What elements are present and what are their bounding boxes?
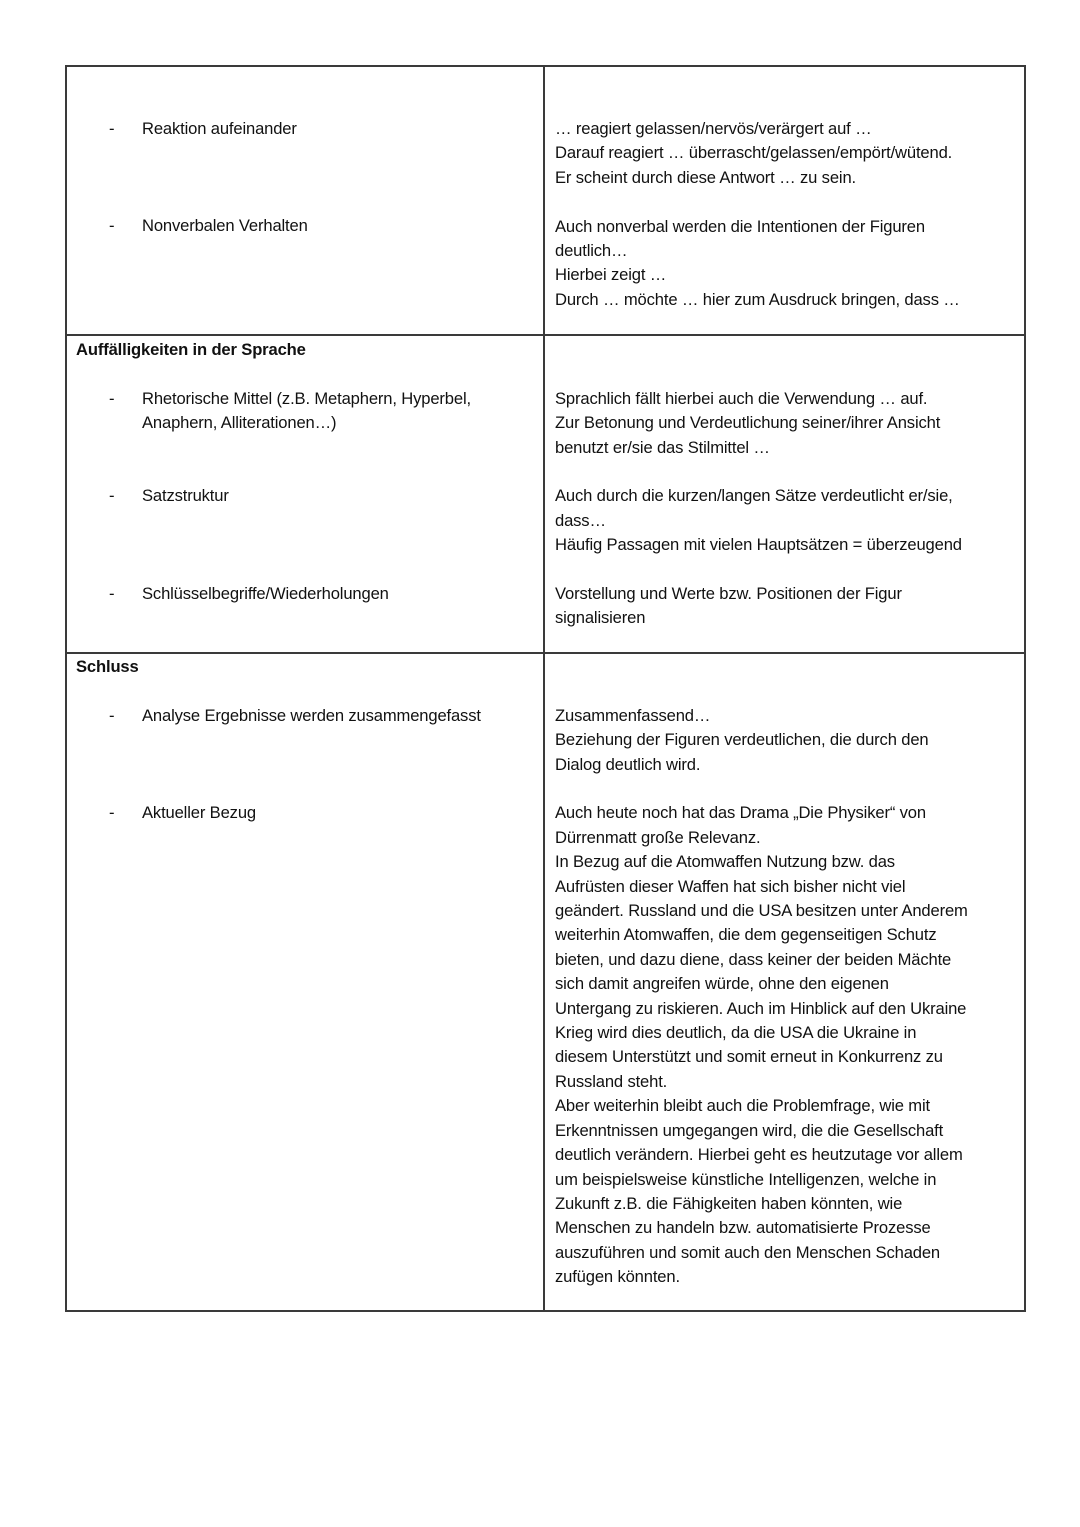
item-label: [142, 387, 535, 436]
analysis-table: [65, 65, 1026, 1312]
spacer: [555, 190, 1016, 214]
bullet-dash: -: [109, 486, 115, 506]
phrase-line: signalisieren: [555, 608, 646, 628]
phrase-line: Darauf reagiert … überrascht/gelassen/empört/wütend.: [555, 143, 953, 163]
section-title: Auffälligkeiten in der Sprache: [76, 340, 306, 359]
left-cell: [66, 335, 544, 653]
bullet-dash: -: [109, 119, 115, 138]
spacer: [555, 460, 1016, 484]
phrase-line: weiterhin Atomwaffen, die dem gegenseitigen Schutz: [555, 925, 937, 945]
phrase-line: Vorstellung und Werte bzw. Positionen der Figur: [555, 584, 902, 604]
phrase-line: Durch … möchte … hier zum Ausdruck bringen, dass …: [555, 289, 960, 309]
item-label: Analyse Ergebnisse werden zusammengefasst: [142, 705, 481, 725]
phrase-line: Menschen zu handeln bzw. automatisierte Prozesse: [555, 1218, 931, 1238]
item-label: Schlüsselbegriffe/Wiederholungen: [142, 583, 389, 603]
section-title: Schluss: [76, 657, 139, 676]
spacer: [555, 777, 1016, 801]
list-item-reaktion: [76, 117, 535, 141]
right-cell: [544, 653, 1025, 1311]
spacer: [555, 558, 1016, 582]
phrase-line: um beispielsweise künstliche Intelligenzen, welche in: [555, 1169, 937, 1189]
table-row-sprache: [66, 335, 1025, 653]
list-item-schluesselbegriffe: [76, 582, 535, 606]
left-cell: [66, 66, 544, 335]
phrase-line: Erkenntnissen umgegangen wird, die die Gesellschaft: [555, 1120, 944, 1140]
phrase-line: Zukunft z.B. die Fähigkeiten haben könnten, wie: [555, 1193, 903, 1213]
phrase-line: Sprachlich fällt hierbei auch die Verwendung … auf.: [555, 388, 928, 408]
phrase-line: dass…: [555, 510, 606, 530]
phrase-line: Aufrüsten dieser Waffen hat sich bisher nicht viel: [555, 876, 906, 896]
item-label: Aktueller Bezug: [142, 803, 256, 823]
phrase-line: Auch nonverbal werden die Intentionen der Figuren: [555, 216, 925, 236]
item-label: Nonverbalen Verhalten: [142, 216, 308, 236]
phrase-line: deutlich…: [555, 241, 628, 261]
phrase-line: Aber weiterhin bleibt auch die Problemfrage, wie mit: [555, 1096, 930, 1116]
bullet-dash: -: [109, 803, 115, 823]
table-row-schluss: [66, 653, 1025, 1311]
list-item-aktueller-bezug: [76, 801, 535, 825]
phrase-line: auszuführen und somit auch den Menschen Schaden: [555, 1242, 941, 1262]
left-cell: [66, 653, 544, 1311]
phrase-line: Russland steht.: [555, 1071, 668, 1091]
phrase-line: Zusammenfassend…: [555, 705, 711, 725]
phrase-line: Häufig Passagen mit vielen Hauptsätzen = überzeugend: [555, 535, 962, 555]
bullet-dash: -: [109, 216, 115, 236]
phrase-line: Hierbei zeigt …: [555, 265, 667, 285]
label-line: Rhetorische Mittel (z.B. Metaphern, Hyperbel,: [142, 388, 471, 408]
phrase-line: sich damit angreifen würde, ohne den eigenen: [555, 974, 889, 994]
phrase-line: Er scheint durch diese Antwort … zu sein.: [555, 167, 856, 187]
right-cell: [544, 335, 1025, 653]
list-item-rhetorik: [76, 387, 535, 436]
item-label: Reaktion aufeinander: [142, 119, 297, 138]
phrase-line: Dürrenmatt große Relevanz.: [555, 827, 761, 847]
phrase-line: deutlich verändern. Hierbei geht es heutzutage vor allem: [555, 1145, 963, 1165]
phrase-line: diesem Unterstützt und somit erneut in Konkurrenz zu: [555, 1047, 943, 1067]
phrase-line: Krieg wird dies deutlich, da die USA die Ukraine in: [555, 1023, 917, 1043]
item-label: Satzstruktur: [142, 486, 229, 506]
phrase-line: zufügen könnten.: [555, 1267, 680, 1287]
phrase-line: Auch heute noch hat das Drama „Die Physiker“ von: [555, 803, 926, 823]
phrase-line: Untergang zu riskieren. Auch im Hinblick auf den Ukraine: [555, 998, 967, 1018]
bullet-dash: -: [109, 583, 115, 603]
right-cell: [544, 66, 1025, 335]
phrase-line: Beziehung der Figuren verdeutlichen, die durch den: [555, 730, 929, 750]
phrase-line: benutzt er/sie das Stilmittel …: [555, 437, 770, 457]
bullet-dash: -: [109, 388, 115, 408]
table-row-dialog: [66, 66, 1025, 335]
phrase-line: Auch durch die kurzen/langen Sätze verdeutlicht er/sie,: [555, 486, 953, 506]
list-item-zusammenfassung: [76, 704, 535, 728]
phrase-line: geändert. Russland und die USA besitzen unter Anderem: [555, 901, 968, 921]
list-item-satzstruktur: [76, 484, 535, 508]
phrase-line: … reagiert gelassen/nervös/verärgert auf …: [555, 119, 872, 138]
phrase-line: Dialog deutlich wird.: [555, 754, 701, 774]
phrase-line: bieten, und dazu diene, dass keiner der beiden Mächte: [555, 949, 952, 969]
label-line: Anaphern, Alliterationen…): [142, 413, 337, 433]
bullet-dash: -: [109, 705, 115, 725]
list-item-nonverbal: [76, 214, 535, 238]
phrase-line: Zur Betonung und Verdeutlichung seiner/ihrer Ansicht: [555, 413, 941, 433]
phrase-line: In Bezug auf die Atomwaffen Nutzung bzw. das: [555, 852, 895, 872]
